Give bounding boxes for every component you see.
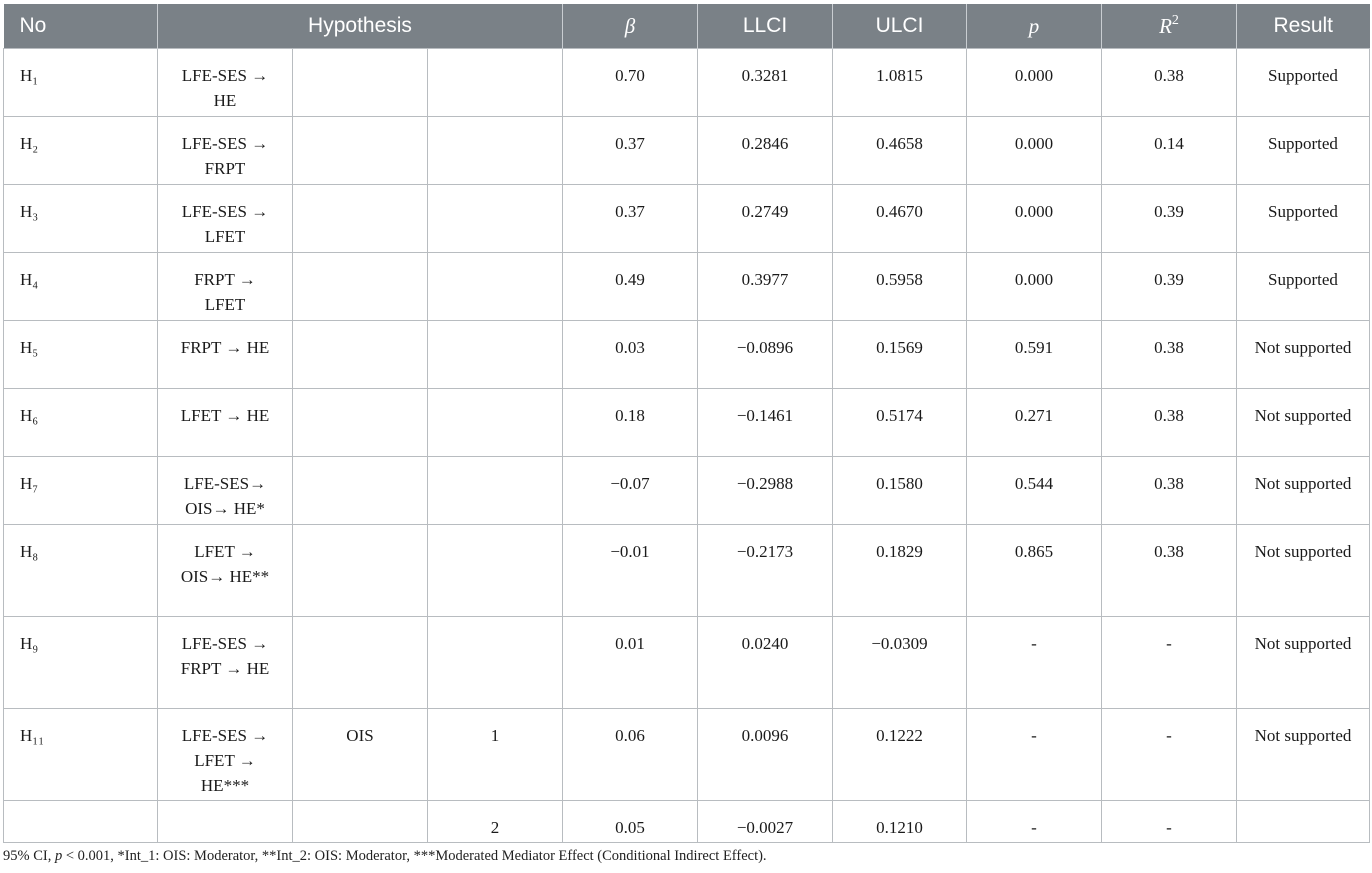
cell-level — [428, 49, 563, 117]
cell-level — [428, 525, 563, 617]
cell-no: H₈ — [4, 525, 158, 617]
table-row — [4, 525, 1370, 617]
cell-hypothesis: LFE-SES → FRPT — [158, 117, 293, 185]
cell-result: Supported — [1237, 49, 1370, 117]
cell-result: Not supported — [1237, 321, 1370, 389]
cell-result: Supported — [1237, 253, 1370, 321]
cell-level — [428, 457, 563, 525]
cell-ulci: 0.1210 — [833, 801, 967, 843]
cell-result: Not supported — [1237, 617, 1370, 709]
cell-level — [428, 389, 563, 457]
cell-level: 1 — [428, 709, 563, 801]
cell-beta: 0.37 — [563, 185, 698, 253]
cell-r2: 0.39 — [1102, 253, 1237, 321]
header-r-base: R — [1159, 14, 1172, 38]
cell-level — [428, 321, 563, 389]
cell-llci: 0.3977 — [698, 253, 833, 321]
cell-no: H₂ — [4, 117, 158, 185]
cell-hypothesis: LFE-SES→ OIS→ HE* — [158, 457, 293, 525]
cell-p: 0.591 — [967, 321, 1102, 389]
table-row — [4, 321, 1370, 389]
header-r-squared — [1102, 4, 1237, 49]
cell-p: 0.000 — [967, 185, 1102, 253]
cell-result: Not supported — [1237, 457, 1370, 525]
cell-result — [1237, 801, 1370, 843]
cell-no: H₁₁ — [4, 709, 158, 801]
table-row — [4, 617, 1370, 709]
cell-level — [428, 617, 563, 709]
cell-moderator — [293, 321, 428, 389]
cell-ulci: 0.1829 — [833, 525, 967, 617]
cell-result: Supported — [1237, 117, 1370, 185]
cell-ulci: 0.5958 — [833, 253, 967, 321]
cell-ulci: −0.0309 — [833, 617, 967, 709]
cell-llci: −0.1461 — [698, 389, 833, 457]
cell-r2: 0.38 — [1102, 321, 1237, 389]
cell-moderator — [293, 185, 428, 253]
cell-beta: 0.01 — [563, 617, 698, 709]
table-row — [4, 389, 1370, 457]
header-result: Result — [1237, 4, 1370, 49]
cell-no: H₁ — [4, 49, 158, 117]
cell-ulci: 0.5174 — [833, 389, 967, 457]
cell-beta: 0.49 — [563, 253, 698, 321]
header-llci: LLCI — [698, 4, 833, 49]
cell-beta: −0.01 — [563, 525, 698, 617]
cell-moderator — [293, 117, 428, 185]
cell-hypothesis: LFE-SES → LFET → HE*** — [158, 709, 293, 801]
table-row — [4, 49, 1370, 117]
table-row — [4, 457, 1370, 525]
cell-beta: 0.70 — [563, 49, 698, 117]
table-row — [4, 253, 1370, 321]
cell-r2: - — [1102, 709, 1237, 801]
cell-ulci: 0.4670 — [833, 185, 967, 253]
cell-result: Not supported — [1237, 525, 1370, 617]
header-r-superscript: 2 — [1171, 13, 1179, 28]
cell-beta: 0.18 — [563, 389, 698, 457]
cell-llci: 0.2749 — [698, 185, 833, 253]
cell-moderator — [293, 457, 428, 525]
cell-ulci: 0.4658 — [833, 117, 967, 185]
footnote-p-italic: p — [54, 848, 63, 864]
cell-p: - — [967, 801, 1102, 843]
cell-no — [4, 801, 158, 843]
cell-hypothesis: LFET → HE — [158, 389, 293, 457]
cell-hypothesis: FRPT → LFET — [158, 253, 293, 321]
header-beta: β — [563, 4, 698, 49]
table-body — [4, 49, 1370, 843]
cell-p: 0.000 — [967, 117, 1102, 185]
cell-llci: −0.0896 — [698, 321, 833, 389]
cell-beta: 0.05 — [563, 801, 698, 843]
cell-level — [428, 253, 563, 321]
cell-moderator — [293, 617, 428, 709]
cell-beta: 0.37 — [563, 117, 698, 185]
cell-p: - — [967, 617, 1102, 709]
cell-no: H₅ — [4, 321, 158, 389]
cell-beta: 0.06 — [563, 709, 698, 801]
cell-llci: 0.0240 — [698, 617, 833, 709]
cell-r2: - — [1102, 801, 1237, 843]
table-row — [4, 801, 1370, 843]
footnote-part1: 95% CI, — [3, 848, 55, 864]
cell-ulci: 0.1580 — [833, 457, 967, 525]
cell-level — [428, 185, 563, 253]
cell-llci: 0.2846 — [698, 117, 833, 185]
cell-r2: 0.38 — [1102, 457, 1237, 525]
table-header — [4, 4, 1370, 49]
table-row — [4, 709, 1370, 801]
cell-result: Not supported — [1237, 389, 1370, 457]
table-row — [4, 117, 1370, 185]
cell-no: H₃ — [4, 185, 158, 253]
footnote-part2: < 0.001, *Int_1: OIS: Moderator, **Int_2: OIS: Moderator, ***Moderated Mediator Effect (Conditional Indirect Effect). — [62, 848, 767, 864]
cell-p: 0.271 — [967, 389, 1102, 457]
table-footnote — [3, 848, 767, 865]
cell-llci: −0.0027 — [698, 801, 833, 843]
cell-r2: 0.14 — [1102, 117, 1237, 185]
cell-llci: −0.2988 — [698, 457, 833, 525]
cell-p: 0.000 — [967, 49, 1102, 117]
cell-beta: −0.07 — [563, 457, 698, 525]
cell-hypothesis: FRPT → HE — [158, 321, 293, 389]
cell-level: 2 — [428, 801, 563, 843]
header-row — [4, 4, 1370, 49]
cell-llci: 0.0096 — [698, 709, 833, 801]
cell-hypothesis: LFE-SES → FRPT → HE — [158, 617, 293, 709]
cell-r2: 0.38 — [1102, 389, 1237, 457]
cell-p: 0.865 — [967, 525, 1102, 617]
cell-r2: 0.39 — [1102, 185, 1237, 253]
cell-r2: 0.38 — [1102, 49, 1237, 117]
cell-moderator — [293, 253, 428, 321]
table-row — [4, 185, 1370, 253]
cell-moderator: OIS — [293, 709, 428, 801]
cell-ulci: 0.1569 — [833, 321, 967, 389]
cell-p: - — [967, 709, 1102, 801]
cell-p: 0.000 — [967, 253, 1102, 321]
header-no: No — [4, 4, 158, 49]
header-ulci: ULCI — [833, 4, 967, 49]
cell-hypothesis: LFE-SES → HE — [158, 49, 293, 117]
cell-result: Supported — [1237, 185, 1370, 253]
cell-result: Not supported — [1237, 709, 1370, 801]
hypothesis-results-table — [3, 4, 1370, 843]
cell-moderator — [293, 525, 428, 617]
cell-ulci: 1.0815 — [833, 49, 967, 117]
cell-ulci: 0.1222 — [833, 709, 967, 801]
cell-moderator — [293, 801, 428, 843]
cell-llci: −0.2173 — [698, 525, 833, 617]
cell-no: H₉ — [4, 617, 158, 709]
header-p: p — [967, 4, 1102, 49]
cell-r2: 0.38 — [1102, 525, 1237, 617]
cell-llci: 0.3281 — [698, 49, 833, 117]
cell-moderator — [293, 389, 428, 457]
cell-r2: - — [1102, 617, 1237, 709]
cell-p: 0.544 — [967, 457, 1102, 525]
header-hypothesis: Hypothesis — [158, 4, 563, 49]
cell-level — [428, 117, 563, 185]
cell-hypothesis: LFET → OIS→ HE** — [158, 525, 293, 617]
cell-hypothesis: LFE-SES → LFET — [158, 185, 293, 253]
cell-hypothesis — [158, 801, 293, 843]
cell-no: H₆ — [4, 389, 158, 457]
cell-moderator — [293, 49, 428, 117]
cell-no: H₄ — [4, 253, 158, 321]
cell-no: H₇ — [4, 457, 158, 525]
cell-beta: 0.03 — [563, 321, 698, 389]
